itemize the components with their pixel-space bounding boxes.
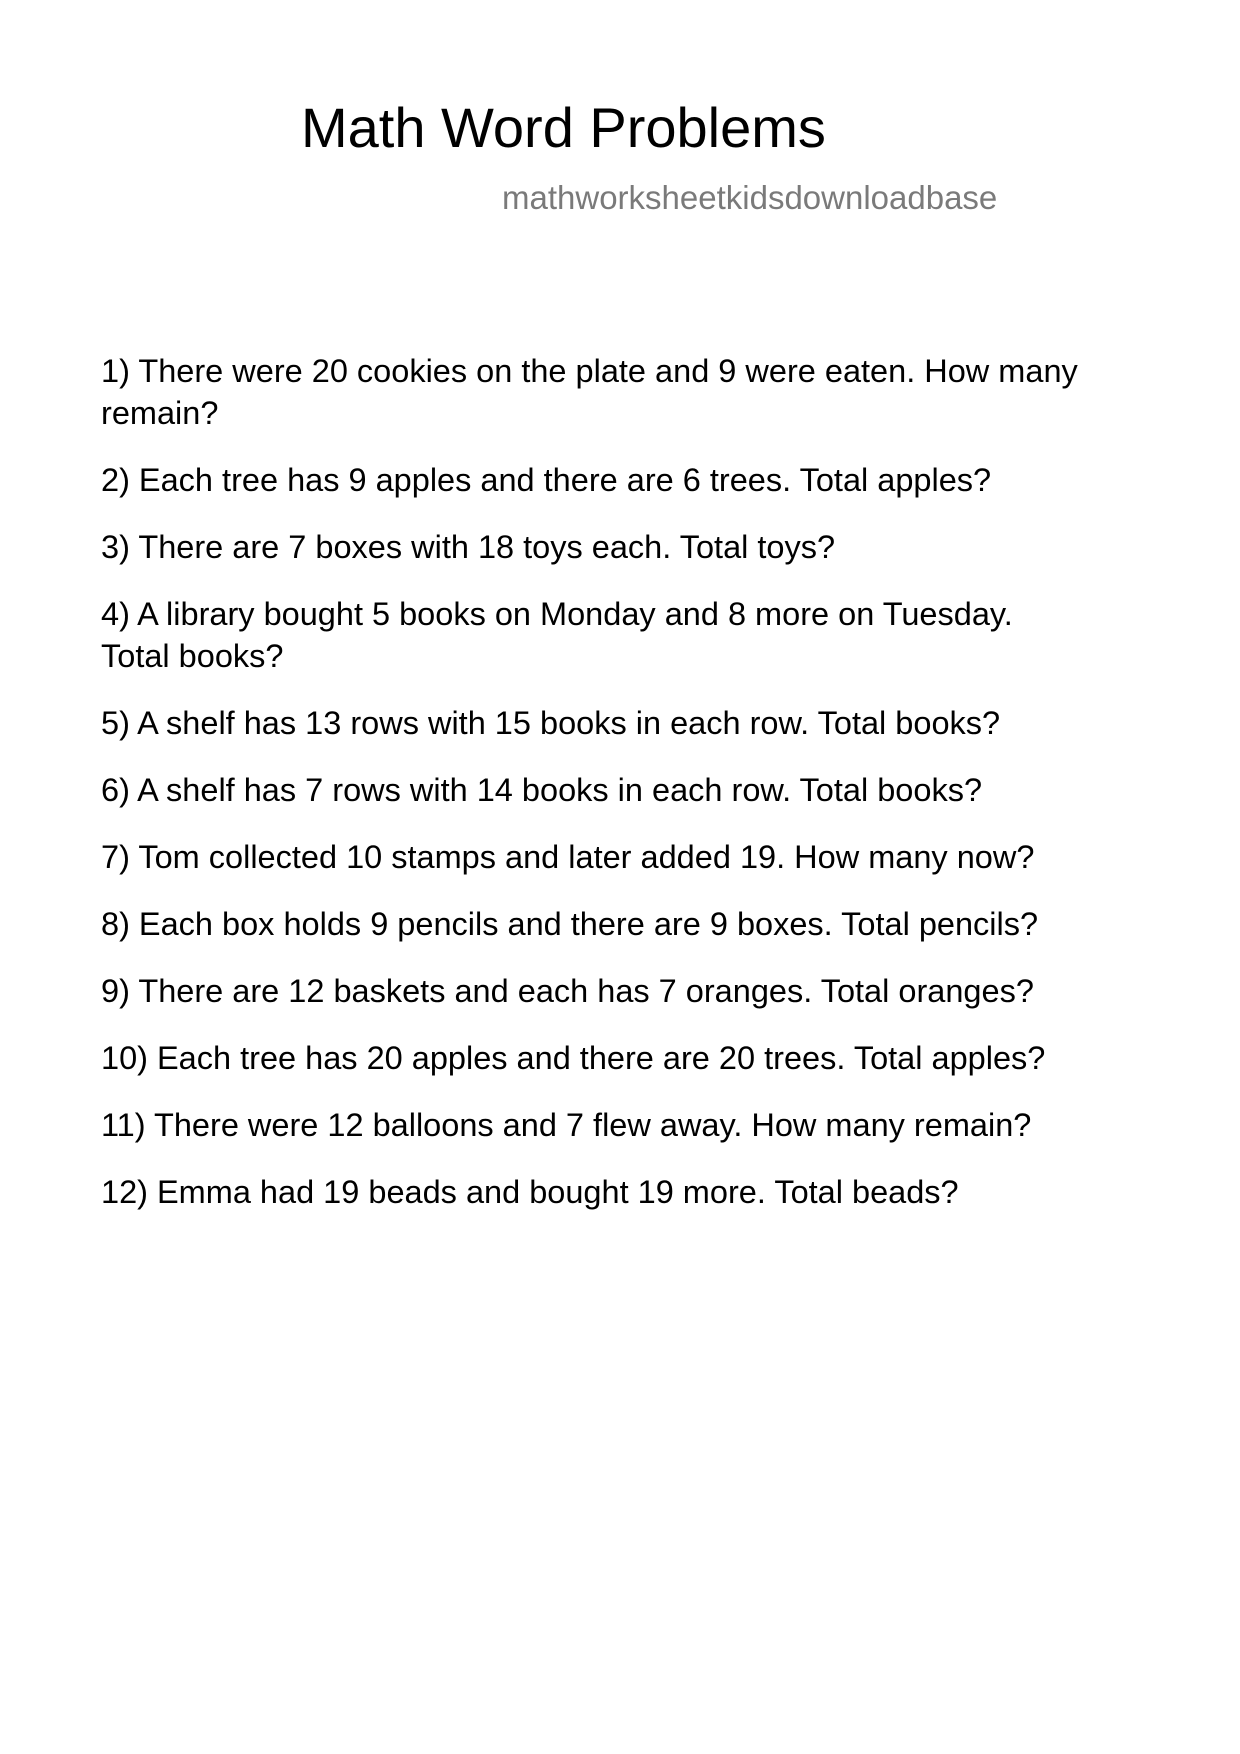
problem-4: 4) A library bought 5 books on Monday and 8 more on Tuesday. Total books?: [101, 596, 1013, 674]
problem-11: 11) There were 12 balloons and 7 flew away. How many remain?: [101, 1107, 1032, 1143]
problem-2: 2) Each tree has 9 apples and there are 6 trees. Total apples?: [101, 462, 992, 498]
problem-9: 9) There are 12 baskets and each has 7 oranges. Total oranges?: [101, 973, 1034, 1009]
problem-list: [101, 350, 1131, 1238]
problem-8: 8) Each box holds 9 pencils and there are 9 boxes. Total pencils?: [101, 906, 1039, 942]
problem-6: 6) A shelf has 7 rows with 14 books in each row. Total books?: [101, 772, 983, 808]
page-title: Math Word Problems: [301, 96, 826, 159]
problem-10: 10) Each tree has 20 apples and there are 20 trees. Total apples?: [101, 1040, 1046, 1076]
problem-12: 12) Emma had 19 beads and bought 19 more. Total beads?: [101, 1174, 959, 1210]
problem-3: 3) There are 7 boxes with 18 toys each. Total toys?: [101, 529, 836, 565]
problem-1: 1) There were 20 cookies on the plate and 9 were eaten. How many remain?: [101, 353, 1078, 431]
problem-5: 5) A shelf has 13 rows with 15 books in each row. Total books?: [101, 705, 1001, 741]
problem-7: 7) Tom collected 10 stamps and later added 19. How many now?: [101, 839, 1035, 875]
page-subtitle: mathworksheetkidsdownloadbase: [502, 179, 998, 216]
